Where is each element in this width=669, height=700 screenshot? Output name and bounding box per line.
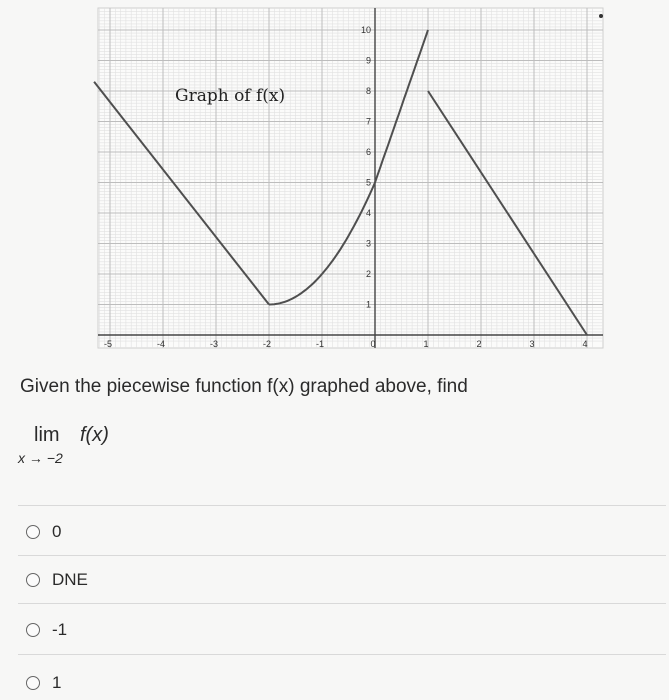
y-tick-label: 9 xyxy=(365,55,371,66)
divider xyxy=(18,654,666,655)
y-tick-label: 6 xyxy=(365,147,371,157)
radio-button[interactable] xyxy=(26,676,40,690)
divider xyxy=(18,555,666,556)
question-text: Given the piecewise function f(x) graphed above, find xyxy=(20,376,468,397)
x-tick-label: 4 xyxy=(582,339,588,349)
x-tick-label: 3 xyxy=(529,339,535,349)
divider xyxy=(18,505,666,506)
option-neg-1[interactable] xyxy=(26,618,67,642)
y-tick-label: 5 xyxy=(365,177,371,188)
graph-title: Graph of f(x) xyxy=(175,86,286,106)
limit-word: lim xyxy=(34,424,60,446)
radio-button[interactable] xyxy=(26,525,40,539)
y-tick-label: 1 xyxy=(365,299,371,310)
y-tick-label: 8 xyxy=(365,86,371,96)
limit-expression xyxy=(18,424,158,474)
limit-approach: x → −2 xyxy=(18,450,63,466)
y-tick-label: 3 xyxy=(365,238,371,249)
radio-button[interactable] xyxy=(26,573,40,587)
option-1[interactable] xyxy=(26,671,61,695)
divider xyxy=(18,603,666,604)
corner-dot xyxy=(599,14,603,18)
x-tick-label: -5 xyxy=(103,339,113,349)
x-tick-label: -1 xyxy=(315,339,325,349)
y-tick-label: 2 xyxy=(365,269,371,279)
x-tick-label: -2 xyxy=(262,339,272,349)
radio-button[interactable] xyxy=(26,623,40,637)
x-tick-label: 1 xyxy=(423,339,429,349)
option-label: DNE xyxy=(52,570,88,589)
option-label: 0 xyxy=(52,522,62,541)
option-0[interactable] xyxy=(26,520,61,544)
limit-function: f(x) xyxy=(80,424,109,446)
x-tick-label: -3 xyxy=(209,339,219,349)
option-dne[interactable] xyxy=(26,568,88,592)
y-tick-label: 7 xyxy=(365,116,371,127)
x-tick-label: -4 xyxy=(156,339,166,349)
option-label: -1 xyxy=(52,620,68,639)
option-label: 1 xyxy=(52,673,62,692)
x-tick-label: 2 xyxy=(476,339,482,349)
y-tick-label: 4 xyxy=(365,208,371,218)
y-tick-label: 10 xyxy=(360,25,371,35)
x-tick-label: 0 xyxy=(370,339,376,349)
